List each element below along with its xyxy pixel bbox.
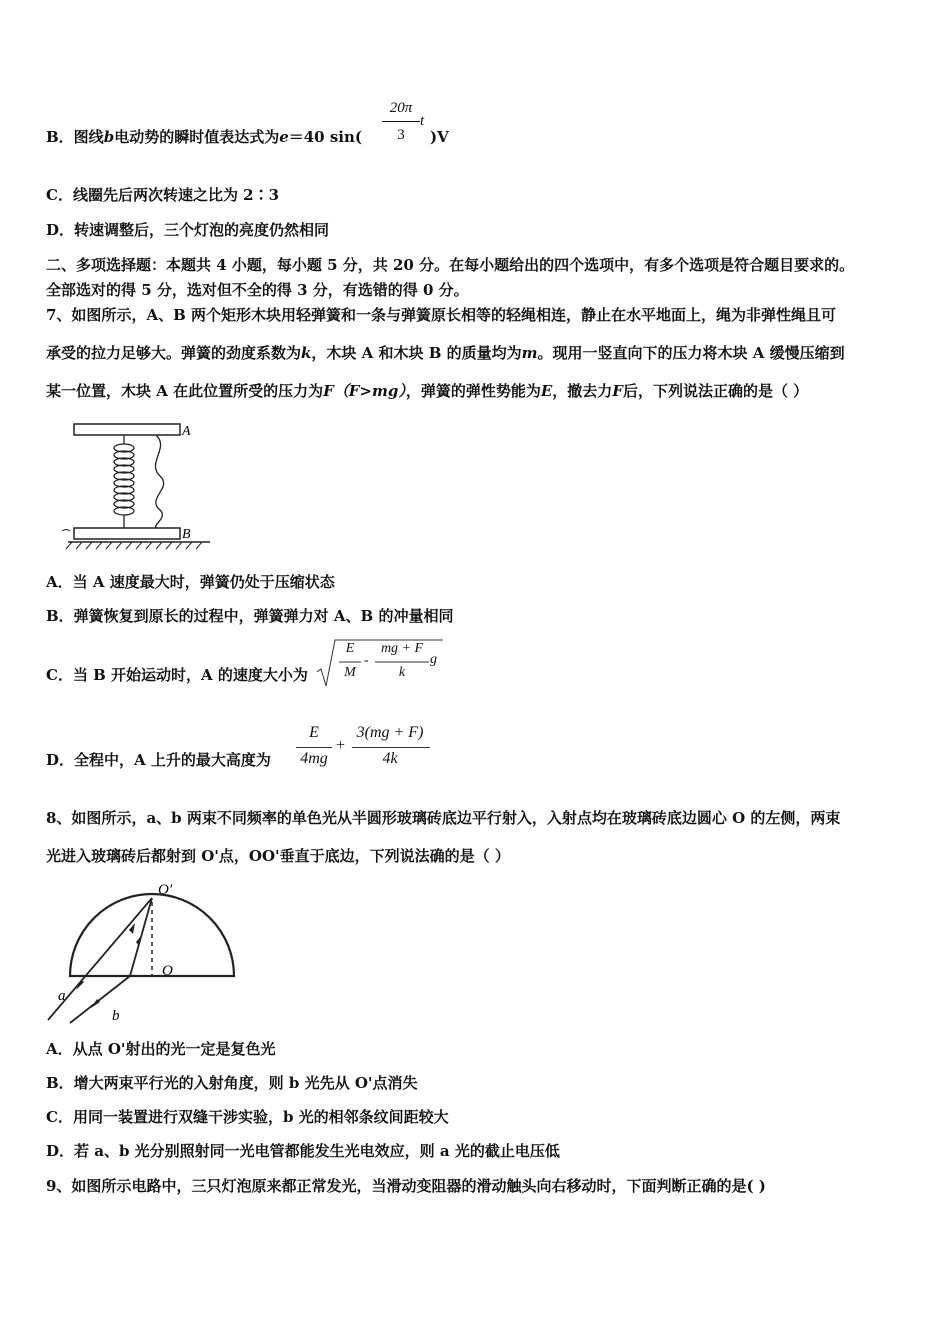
label-b-ray: b: [112, 1008, 120, 1024]
option-d-q6: D．转速调整后，三个灯泡的亮度仍然相同: [46, 221, 330, 239]
optd-f2-den: 4k: [382, 750, 398, 767]
q8-option-a: A．从点 O'射出的光一定是复色光: [46, 1040, 276, 1058]
q7-stem-line3: [46, 381, 808, 401]
q7-line3-d: 后，下列说法正确的是（ ）: [622, 382, 809, 400]
frac-bar: [382, 121, 420, 122]
spring-icon: [114, 435, 134, 528]
q9-stem-line1: 9、如图所示电路中，三只灯泡原来都正常发光，当滑动变阻器的滑动触头向右移动时，下面判断正确的是( ): [46, 1177, 766, 1195]
q7-option-c-text: C．当 B 开始运动时，A 的速度大小为: [46, 666, 308, 684]
label-o-prime: O′: [158, 882, 173, 898]
optd-f1-den: 4mg: [300, 750, 328, 767]
q7-stem-line2: [46, 343, 845, 363]
optd-f2-num: 3(mg + F): [356, 724, 424, 741]
q7-option-a: A．当 A 速度最大时，弹簧仍处于压缩状态: [46, 573, 335, 591]
label-a: A: [182, 424, 191, 439]
option-b-prefix: B．图线: [46, 128, 104, 146]
tick-mark: [62, 530, 70, 532]
label-b: B: [182, 527, 191, 542]
block-a: [74, 424, 180, 435]
ground-hatch-icon: [66, 542, 202, 549]
q7-option-b: B．弹簧恢复到原长的过程中，弹簧弹力对 A、B 的冲量相同: [46, 607, 454, 625]
label-a-ray: a: [58, 988, 66, 1004]
option-b-suffix: )V: [430, 128, 449, 146]
optc-g: g: [430, 652, 437, 667]
var-k: k: [301, 344, 312, 362]
label-o: O: [162, 963, 173, 979]
optc-f2-num: mg + F: [380, 641, 424, 656]
q7-condition: （F>mg）: [333, 382, 406, 400]
semicircle-glass-figure: [40, 878, 245, 1028]
var-f-2: F: [612, 382, 623, 400]
optc-minus: -: [364, 653, 369, 668]
spring-blocks-figure: [58, 418, 218, 553]
optd-f2-bar: [352, 747, 430, 748]
var-e-energy: E: [540, 382, 553, 400]
q7-stem-line1: 7、如图所示，A、B 两个矩形木块用轻弹簧和一条与弹簧原长相等的轻绳相连，静止在水平地面上，绳为非弹性绳且可: [46, 306, 836, 324]
option-c-q6: C．线圈先后两次转速之比为 2∶3: [46, 186, 280, 204]
var-t: t: [420, 113, 425, 129]
q7-line2-b: ，木块 A 和木块 B 的质量均为: [311, 344, 522, 362]
q7-line3-a: 某一位置，木块 A 在此位置所受的压力为: [46, 382, 324, 400]
q7-line3-b: ，弹簧的弹性势能为: [405, 382, 541, 400]
q7-option-d-text: D．全程中，A 上升的最大高度为: [46, 751, 271, 769]
var-b: b: [103, 128, 115, 146]
frac-num: 20π: [389, 100, 413, 116]
block-b: [74, 528, 180, 539]
option-b-q6: [46, 127, 362, 147]
q7-line3-c: ，撤去力: [552, 382, 613, 400]
q7-line2-a: 承受的拉力足够大。弹簧的劲度系数为: [46, 344, 302, 362]
var-m: m: [521, 344, 538, 362]
optc-f1-num: E: [345, 641, 355, 656]
section2-heading-line2: 全部选对的得 5 分，选对但不全的得 3 分，有选错的得 0 分。: [46, 281, 469, 299]
section2-heading: 二、多项选择题：本题共 4 小题，每小题 5 分，共 20 分。在每小题给出的四个选项中，有多个选项是符合题目要求的。: [46, 256, 855, 274]
optd-plus: +: [336, 737, 346, 754]
optc-f1-den: M: [344, 665, 356, 680]
q8-option-b: B．增大两束平行光的入射角度，则 b 光先从 O'点消失: [46, 1074, 418, 1092]
optd-f1-bar: [296, 747, 332, 748]
q8-option-d: D．若 a、b 光分别照射同一光电管都能发生光电效应，则 a 光的截止电压低: [46, 1142, 560, 1160]
q8-option-c: C．用同一装置进行双缝干涉实验，b 光的相邻条纹间距较大: [46, 1108, 449, 1126]
frac-den: 3: [397, 127, 405, 143]
var-e: e: [279, 128, 289, 146]
option-b-expr: ＝40 sin(: [288, 128, 362, 146]
optc-f2-den: k: [398, 665, 406, 680]
optd-f1-num: E: [309, 724, 319, 741]
rope-icon: [155, 435, 163, 528]
var-f: F: [323, 382, 334, 400]
option-b-mid: 电动势的瞬时值表达式为: [114, 128, 280, 146]
q8-stem-line2: 光进入玻璃砖后都射到 O'点，OO'垂直于底边，下列说法确的是（ ）: [46, 847, 510, 865]
q8-stem-line1: 8、如图所示，a、b 两束不同频率的单色光从半圆形玻璃砖底边平行射入，入射点均在玻璃砖底边圆心 O 的左侧，两束: [46, 809, 841, 827]
q7-line2-c: 。现用一竖直向下的压力将木块 A 缓慢压缩到: [537, 344, 845, 362]
